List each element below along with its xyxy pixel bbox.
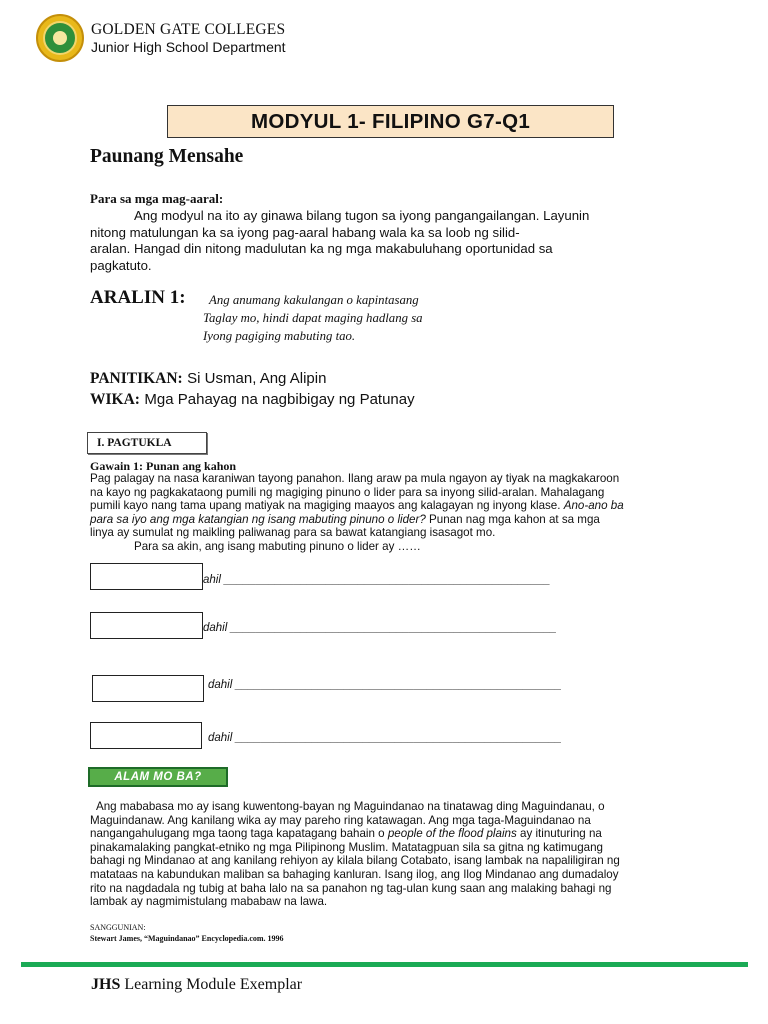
aralin-label: ARALIN 1: (90, 287, 186, 308)
answer-box-4[interactable] (90, 722, 202, 749)
sanggunian (90, 923, 284, 944)
wika-label: WIKA: (90, 391, 140, 408)
intro-line: aralan. Hangad din nitong madulutan ka ng mga makabuluhang oportunidad sa (90, 241, 553, 256)
sanggunian-label: SANGGUNIAN: (90, 923, 146, 932)
alam-line: pinakamalaking pangkat-etniko ng mga Pilipinong Muslim. Matatagpuan sila sa gitna ng katimugang (90, 840, 604, 854)
footer-divider (21, 962, 748, 967)
gawain-line (90, 513, 680, 527)
alam-line: matataas na kabundukan maliban sa bahaging kanluran. Isang ilog, ang Ilog Mindanao ang dumadaloy (90, 867, 619, 881)
para-sa-label: Para sa mga mag-aaral: (90, 191, 224, 206)
alam-mo-ba-chip: ALAM MO BA? (88, 767, 228, 787)
gawain-line: Para sa akin, ang isang mabuting pinuno o lider ay …… (134, 539, 421, 553)
paunang-mensahe-heading: Paunang Mensahe (90, 146, 244, 167)
gawain-question: Ano-ano ba (563, 499, 624, 513)
alam-line (90, 827, 680, 841)
alam-line: lambak ay nagmimistulang mababaw na lawa. (90, 895, 328, 909)
gawain-line: Pag palagay na nasa karaniwan tayong panahon. Ilang araw pa mula ngayon ay tiyak na magkakaroon (90, 472, 620, 485)
gawain-text: pumili kayo nang tama upang matiyak na magiging maayos ang kalagayan ng inyong klase. (90, 499, 561, 513)
answer-line-2[interactable]: dahil ___________________________________________________ (203, 622, 557, 634)
answer-box-1[interactable] (90, 563, 203, 590)
alam-italic: people of the flood plains (387, 827, 517, 841)
intro-line: pagkatuto. (90, 257, 152, 273)
answer-box-3[interactable] (92, 675, 204, 702)
alam-text: ay itinuturing na (520, 827, 602, 841)
wika-row (90, 391, 415, 409)
department-name: Junior High School Department (91, 39, 286, 55)
module-title: MODYUL 1- FILIPINO G7-Q1 (250, 109, 531, 133)
panitikan-value: Si Usman, Ang Alipin (187, 370, 327, 387)
pagtukla-section-chip: I. PAGTUKLA (87, 432, 207, 454)
intro-line: nitong matulungan ka sa iyong pag-aaral habang wala ka sa loob ng silid- (90, 224, 520, 240)
gawain-line: na kayo ng pagkakataong pumili ng magiging pinuno o lider para sa inyong silid-aralan. Mahalagang (90, 485, 605, 499)
school-name: GOLDEN GATE COLLEGES (91, 21, 286, 38)
quote-line: Iyong pagiging mabuting tao. (203, 329, 356, 343)
footer-jhs: JHS (91, 976, 121, 993)
answer-line-4[interactable]: dahil ___________________________________________________ (208, 732, 562, 744)
panitikan-label: PANITIKAN: (90, 370, 183, 387)
module-title-box (167, 105, 614, 138)
quote-line: Ang anumang kakulangan o kapintasang (209, 293, 419, 307)
alam-text: nangangahulugang mga taong taga kapatagang bahain o (90, 827, 385, 841)
alam-line: rito na nagdadala ng tubig at baha lalo na sa panahon ng tag-ulan kung saan ang malaking bahagi ng (90, 881, 612, 895)
gawain-question: para sa iyo ang mga katangian ng isang mabuting pinuno o lider? (90, 512, 426, 526)
gawain-text: Punan nag mga kahon at sa mga (429, 512, 600, 526)
answer-box-2[interactable] (90, 612, 203, 639)
footer-label: Learning Module Exemplar (120, 976, 303, 993)
answer-line-3[interactable]: dahil ___________________________________________________ (208, 679, 562, 691)
alam-paragraph (90, 800, 680, 909)
alam-line: Ang mababasa mo ay isang kuwentong-bayan ng Maguindanao na tinatawag ding Maguindanau, o (96, 800, 605, 813)
school-seal-icon (36, 14, 84, 62)
footer (91, 976, 302, 994)
gawain-line (90, 499, 680, 513)
panitikan-row (90, 370, 326, 388)
quote-line: Taglay mo, hindi dapat maging hadlang sa (203, 311, 423, 325)
answer-line-1[interactable]: ahil ___________________________________________________ (203, 574, 551, 586)
gawain-paragraph (90, 472, 680, 554)
gawain-line: linya ay sumulat ng maikling paliwanag para sa bawat katangiang isasagot mo. (90, 526, 496, 540)
sanggunian-citation: Stewart James, “Maguindanao” Encyclopedia.com. 1996 (90, 933, 284, 943)
gawain-title: Gawain 1: Punan ang kahon (90, 459, 237, 473)
alam-line: bahagi ng Mindanao at ang kanilang rehiyon ay kilala bilang Cotabato, isang lambak na napaliligiran ng (90, 854, 620, 868)
aralin-quote (203, 291, 423, 345)
intro-paragraph (90, 208, 650, 274)
intro-line: Ang modyul na ito ay ginawa bilang tugon sa iyong pangangailangan. Layunin (134, 208, 590, 223)
wika-value: Mga Pahayag na nagbibigay ng Patunay (144, 391, 415, 408)
alam-line: Maguindanaw. Ang kanilang wika ay may pareho ring katawagan. Ang mga taga-Maguindanao na (90, 813, 591, 827)
